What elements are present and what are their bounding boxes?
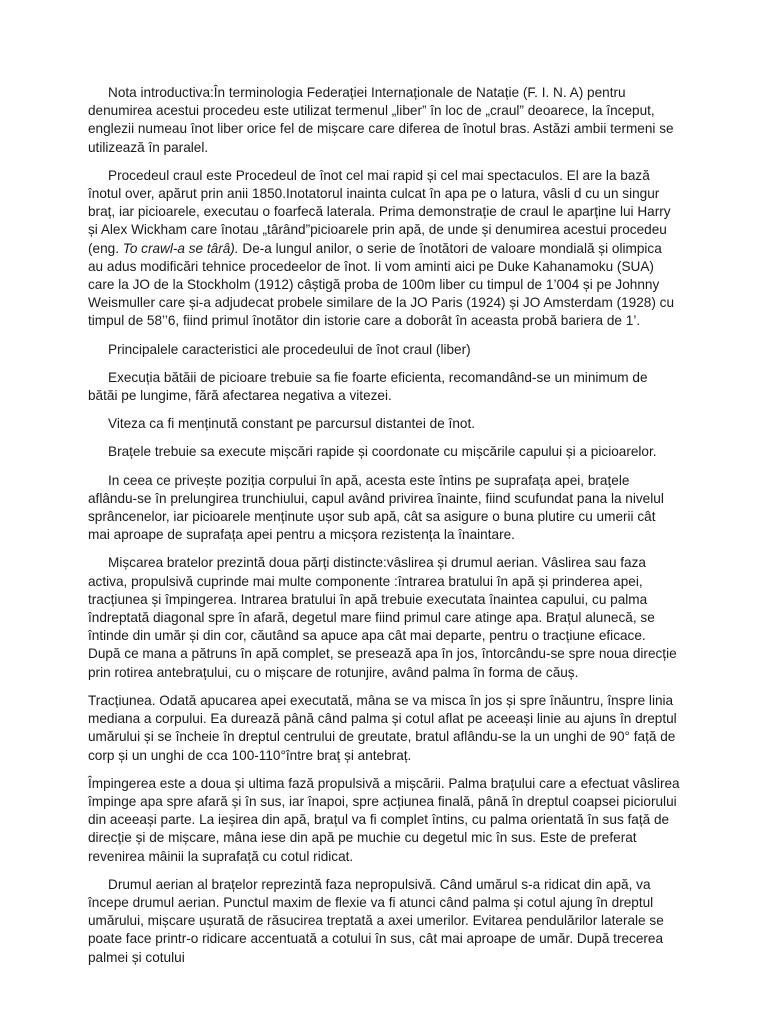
paragraph-characteristics-heading: Principalele caracteristici ale procedeului de înot craul (liber) — [108, 341, 471, 357]
paragraph-arms-coordination: Brațele trebuie sa execute mișcări rapide și coordonate cu mișcările capului și a picioarelor. — [108, 444, 657, 460]
paragraph-intro-note: Nota introductiva:În terminologia Federației Internaționale de Natație (F. I. N. A) pentru denumirea acestui procedeu este utilizat termenul „liber” în loc de „craul” deoarece, la început, englezii numeau înot liber orice fel de mișcare care diferea de înotul bras. Astăzi ambii termeni se utilizează în paralel. — [88, 85, 674, 155]
paragraph-body-position: In ceea ce privește poziția corpului în apă, acesta este întins pe suprafața apei, brațele aflându-se în prelungirea trunchiului, capul având privirea înainte, fiind scufundat pana la nivelul sprâncenelor, iar picioarele menținute ușor sub apă, cât sa asigure o buna plutire cu umerii cât mai aproape de suprafața apei pentru a micșora rezistența la înaintare. — [88, 472, 664, 543]
document-page — [88, 84, 680, 977]
paragraph-craul-history-rest: De-a lungul anilor, o serie de înotători de valoare mondială și olimpica au adus modificări tehnice procedeelor de înot. Ii vom aminti aici pe Duke Kahanamoku (SUA) care la JO de la Stockholm (1912) câștigă proba de 100m liber cu timpul de 1’004 și pe Johnny Weismuller care și-a adjudecat probele similare de la JO Paris (1924) și JO Amsterdam (1928) cu timpul de 58’’6, fiind primul înotător din istorie care a doborât în aceasta probă bariera de 1’. — [88, 240, 675, 329]
paragraph-craul-history — [88, 167, 680, 331]
paragraph-craul-history-italic: To crawl-a se târâ). — [122, 240, 239, 256]
paragraph-speed: Viteza ca fi menținută constant pe parcursul distantei de înot. — [108, 416, 475, 432]
paragraph-arm-movement: Mișcarea bratelor prezintă doua părți distincte:vâslirea și drumul aerian. Vâslirea sau faza activa, propulsivă cuprinde mai multe componente :întrarea bratului în apă și prinderea apei, tracțiunea și împingerea. Intrarea bratului în apă trebuie executata înaintea capului, cu palma îndreptată diagonal spre în afară, degetul mare fiind primul care atinge apa. Brațul alunecă, se întinde din umăr și din cor, căutând sa apuce apa cât mai departe, pentru o tracțiune eficace. După ce mana a pătruns în apă complet, se presează apa în jos, întorcându-se spre noua direcție prin rotirea antebrațului, cu o mișcare de rotunjire, având palma în forma de căuș. — [88, 555, 677, 680]
paragraph-leg-kick: Execuția bătăii de picioare trebuie sa fie foarte eficienta, recomandând-se un minimum de bătăi pe lungime, fără afectarea negativa a vitezei. — [88, 369, 648, 404]
paragraph-push: Împingerea este a doua și ultima fază propulsivă a mișcării. Palma brațului care a efectuat vâslirea împinge apa spre afară și în sus, iar înapoi, spre acțiunea finală, până în dreptul coapsei piciorului din aceeași parte. La ieșirea din apă, brațul va fi complet întins, cu palma orientată în sus față de direcție și de mișcare, mâna iese din apă pe muchie cu degetul mic în sus. Este de preferat revenirea mâinii la suprafață cu cotul ridicat. — [88, 775, 680, 864]
paragraph-traction: Tracțiunea. Odată apucarea apei executată, mâna se va misca în jos și spre înăuntru, înspre linia mediana a corpului. Ea durează până când palma și cotul aflat pe aceeași linie au ajuns în dreptul umărului și se încheie în dreptul centrului de greutate, bratul aflându-se la un unghi de 90° față de corp și un unghi de cca 100-110°între braț și antebraț. — [88, 692, 677, 763]
paragraph-craul-history-start: Procedeul craul este Procedeul de înot cel mai rapid și cel mai spectaculos. El are la bază înotul over, apărut prin anii 1850.Inotatorul inainta culcat în apa pe o latura, vâsli d cu un singur braț, iar picioarele, executau o foarfecă laterala. Prima demonstrație de craul le aparține lui Harry și Alex Wickham care înotau „târând”picioarele prin apă, de unde și denumirea acestui procedeu (eng. — [88, 167, 671, 256]
paragraph-aerial-phase: Drumul aerian al brațelor reprezintă faza nepropulsivă. Când umărul s-a ridicat din apă, va începe drumul aerian. Punctul maxim de flexie va fi atunci când palma și cotul ajung în dreptul umărului, mișcare ușurată de răsucirea treptată a axei umerilor. Evitarea pendulărilor laterale se poate face printr-o ridicare accentuată a cotului în sus, cât mai aproape de umăr. După trecerea palmei și cotului — [88, 876, 664, 965]
